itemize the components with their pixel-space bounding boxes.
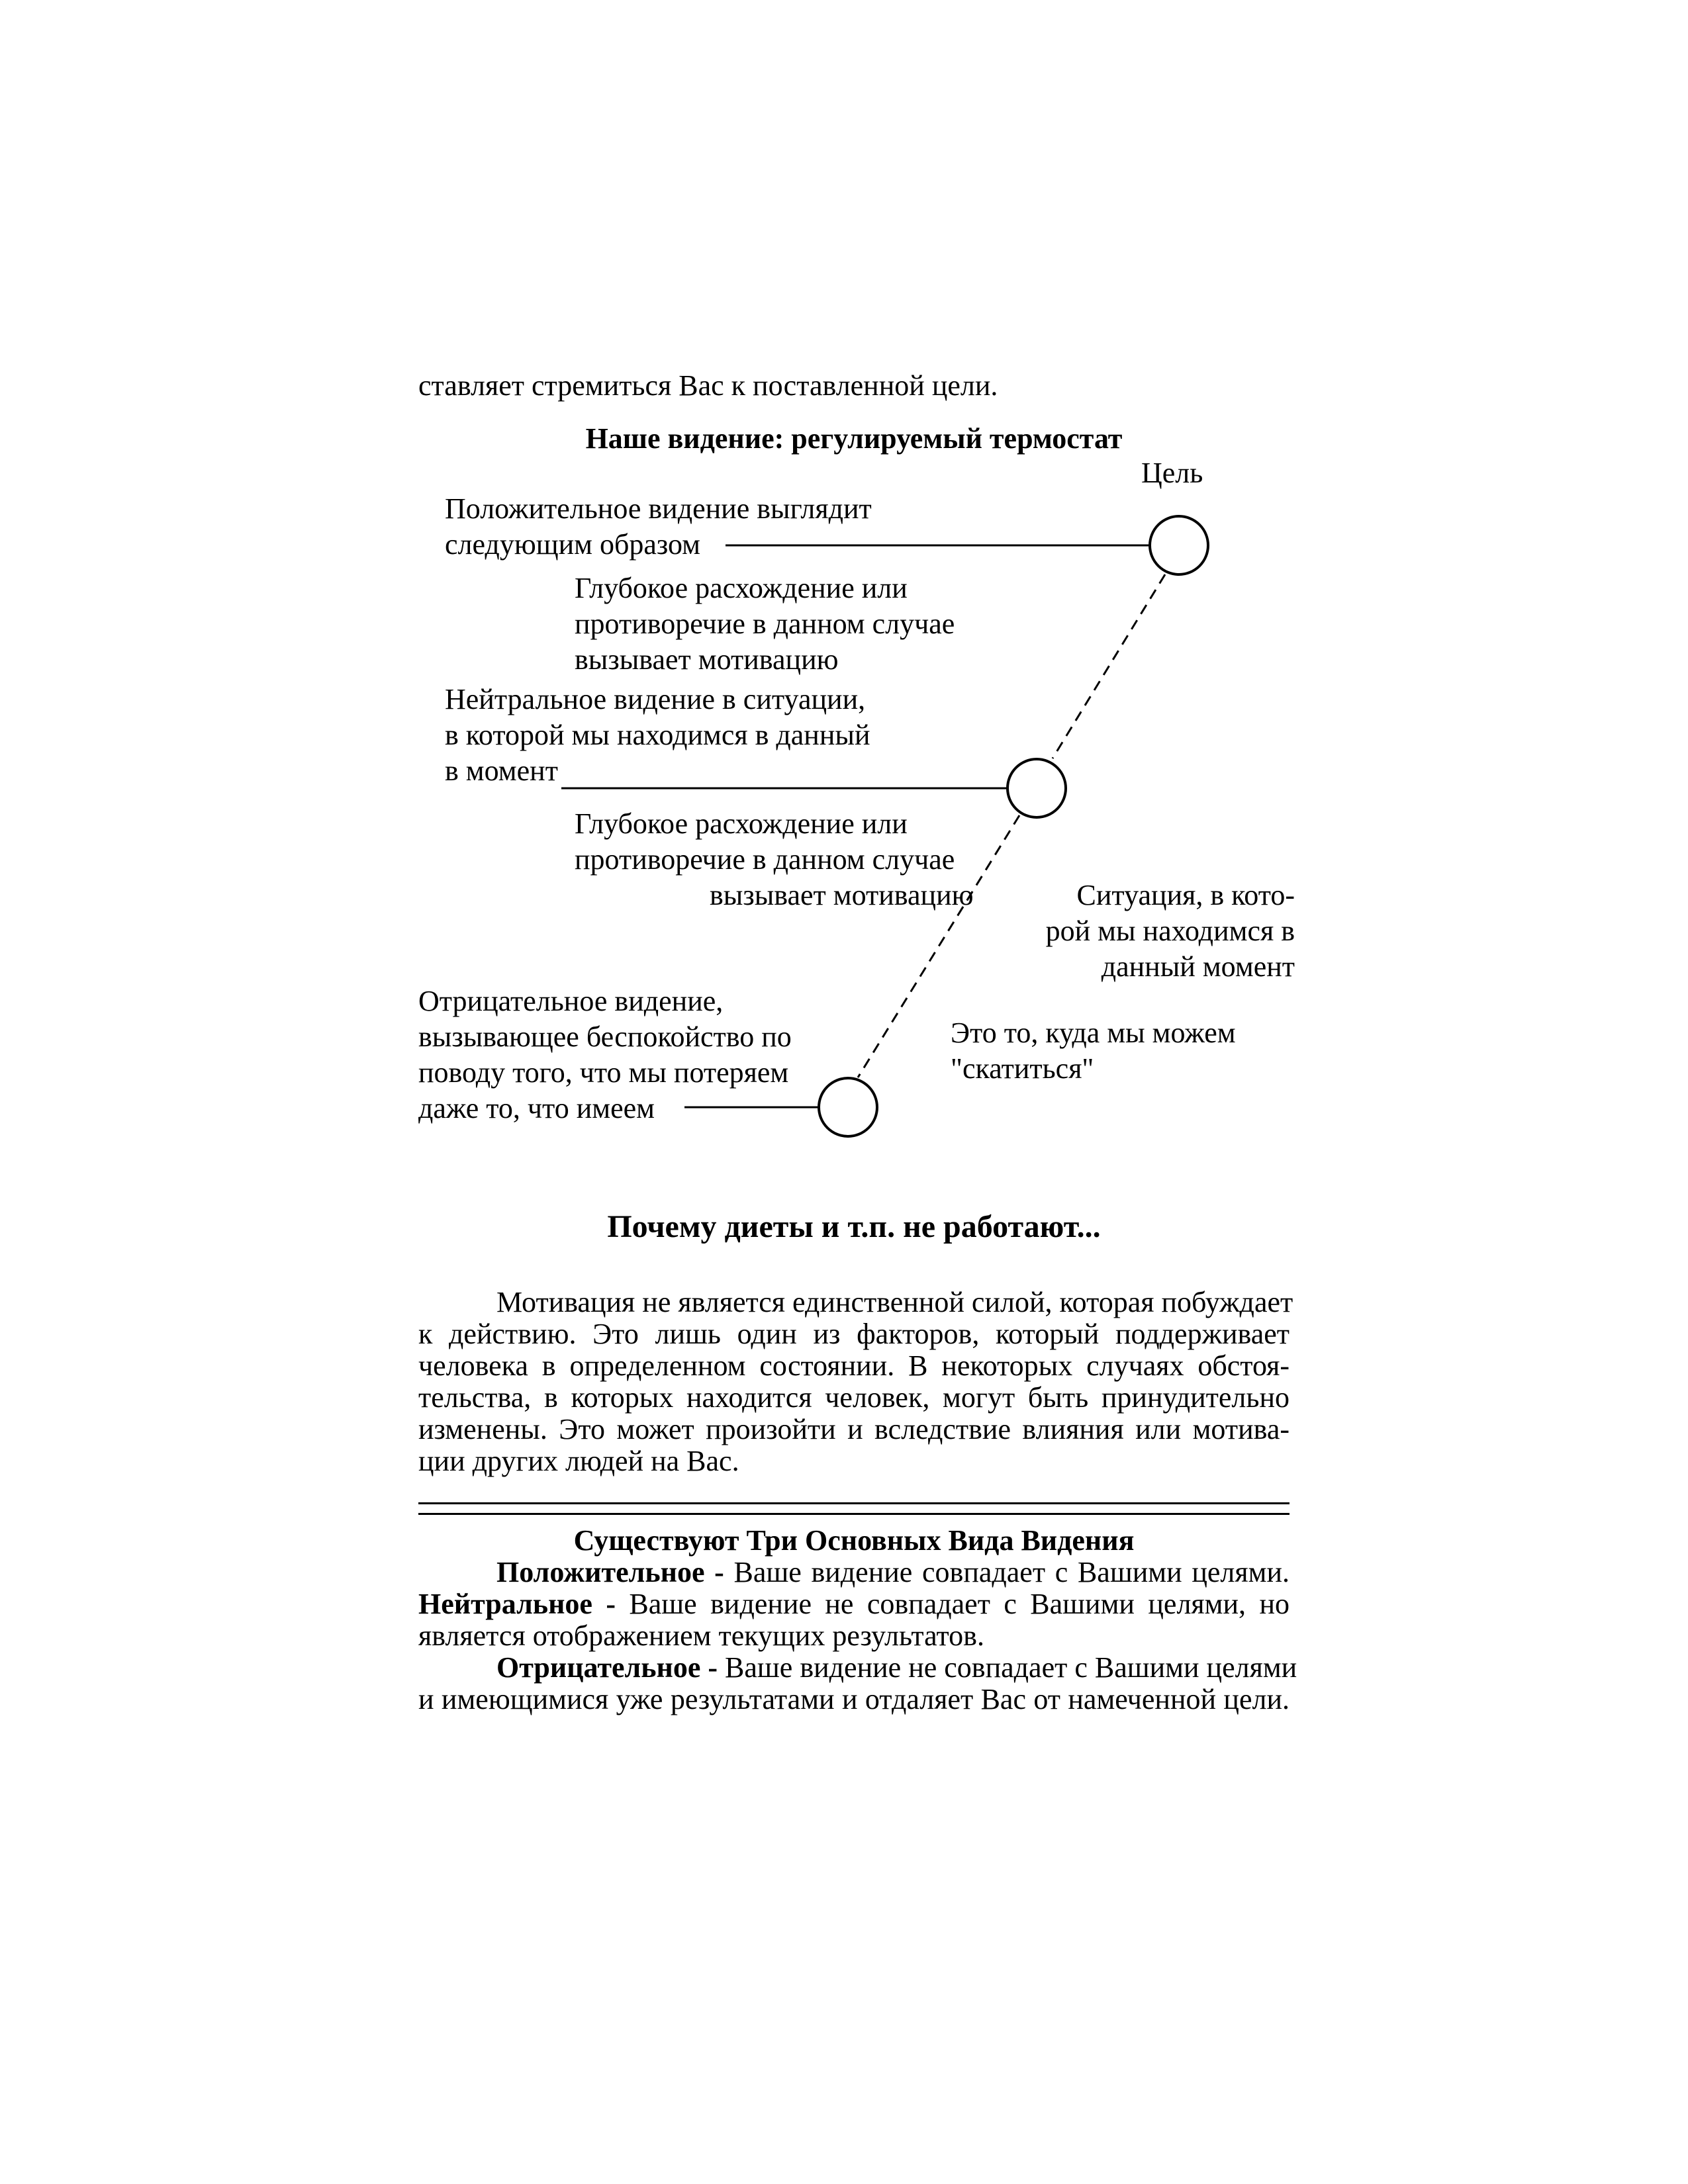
slide-line-2: "скатиться" [951,1052,1094,1085]
neutral-text-2: является отображением текущих результатов. [418,1619,984,1652]
goal-circle [1150,516,1208,574]
gap-top-line-3: вызывает мотивацию [575,643,839,676]
negative-vision-line-3: поводу того, что мы потеряем [418,1056,789,1089]
situation-line-3: данный момент [1101,950,1295,983]
slide-line-1: Это то, куда мы можем [951,1017,1236,1049]
upper-dashed-line [1053,574,1165,758]
negative-vision-label [418,983,792,1126]
diagram-title: Наше видение: регулируемый термостат [585,422,1123,455]
intro-line: ставляет стремиться Вас к поставленной цели. [418,369,998,402]
negative-definition [418,1651,1297,1684]
section-paragraph [418,1286,1293,1477]
negative-vision-line-2: вызывающее беспокойство по [418,1021,792,1053]
positive-vision-line-2: следующим образом [445,528,701,561]
positive-vision-line-1: Положительное видение выглядит [445,492,872,525]
goal-label: Цель [1141,457,1203,489]
gap-top-line-1: Глубокое расхождение или [575,572,908,604]
section-heading: Почему диеты и т.п. не работают... [607,1209,1101,1244]
neutral-vision-label [445,682,870,789]
paragraph-line-1: Мотивация не является единственной силой, которая побуждает [496,1286,1293,1318]
negative-text-2: и имеющимися уже результатами и отдаляет Вас от намеченной цели. [418,1683,1289,1715]
negative-state-circle [819,1078,877,1136]
gap-bottom-label [575,806,955,878]
gap-bottom-line-3: вызывает мотивацию [710,879,974,911]
paragraph-line-5: изменены. Это может произойти и вследствие влияния или мотива- [418,1413,1289,1445]
negative-vision-line-1: Отрицательное видение, [418,985,724,1017]
paragraph-line-2: к действию. Это лишь один из факторов, который поддерживает [418,1318,1289,1350]
current-state-circle [1008,759,1066,817]
gap-top-label [575,570,955,678]
situation-line-1: Ситуация, в кото- [1076,879,1295,911]
three-types-text [418,1556,1297,1715]
negative-vision-line-4: даже то, что имеем [418,1092,655,1124]
positive-definition [418,1557,1289,1588]
neutral-vision-line-2: в которой мы находимся в данный [445,719,870,751]
gap-top-line-2: противоречие в данном случае [575,608,955,640]
paragraph-line-4: тельства, в которых находится человек, могут быть принудительно [418,1381,1289,1414]
gap-bottom-line-2: противоречие в данном случае [575,843,955,876]
paragraph-line-6: ции других людей на Вас. [418,1445,739,1477]
situation-line-2: рой мы находимся в [1045,915,1295,947]
paragraph-line-3: человека в определенном состоянии. В некоторых случаях обстоя- [418,1349,1289,1382]
positive-text: Ваше видение совпадает с Вашими целями. [724,1556,1290,1588]
gap-bottom-line-1: Глубокое расхождение или [575,807,908,840]
positive-term: Положительное - [496,1556,724,1588]
situation-label [1025,878,1295,985]
neutral-definition [418,1588,1289,1620]
divider-line-top [418,1502,1289,1504]
neutral-vision-line-1: Нейтральное видение в ситуации, [445,683,866,715]
slide-label [951,1015,1236,1087]
neutral-vision-line-3: в момент [445,754,558,787]
negative-text-1: Ваше видение не совпадает с Вашими целями [718,1651,1297,1684]
positive-vision-label [445,491,872,563]
neutral-text-1: Ваше видение не совпадает с Вашими целями, но [616,1588,1289,1620]
neutral-term: Нейтральное - [418,1588,616,1620]
divider-line-bottom [418,1513,1289,1515]
negative-term: Отрицательное - [496,1651,718,1684]
box-title: Существуют Три Основных Вида Видения [573,1524,1135,1557]
